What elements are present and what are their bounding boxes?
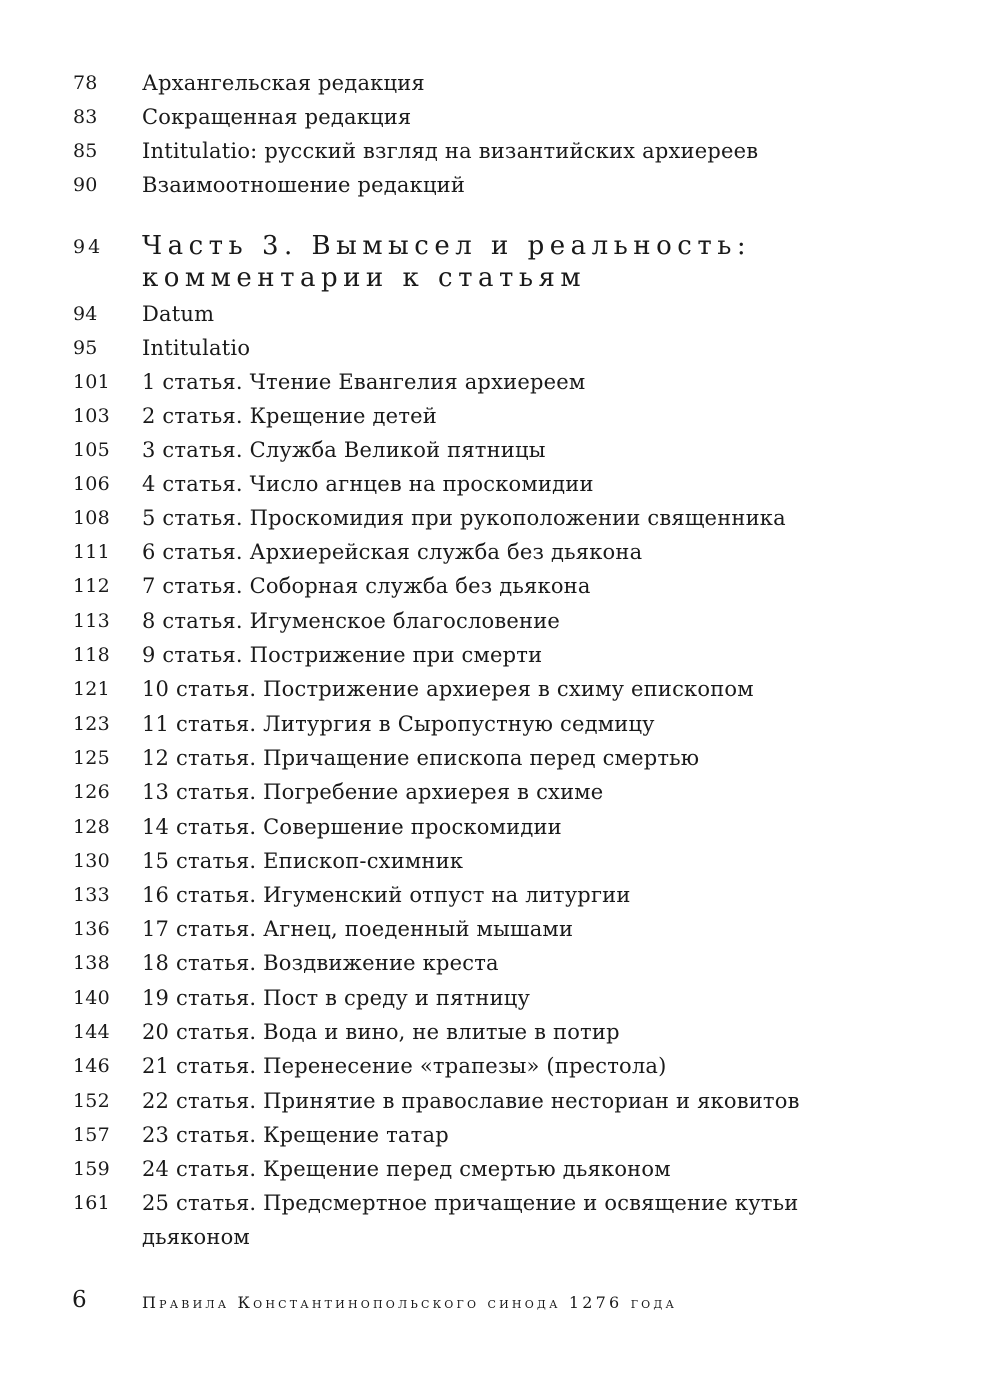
toc-page-number: 128 <box>73 816 110 838</box>
toc-page-number: 108 <box>73 507 110 529</box>
toc-page-number: 123 <box>73 713 110 735</box>
toc-entry-title: 11 статья. Литургия в Сыропустную седмицу <box>142 712 655 736</box>
toc-page-number: 106 <box>73 473 110 495</box>
toc-page-number: 118 <box>73 644 110 666</box>
toc-part-page-number: 94 <box>73 236 104 258</box>
toc-page-number: 121 <box>73 678 110 700</box>
toc-entry-title: 17 статья. Агнец, поеденный мышами <box>142 917 574 941</box>
toc-page-number: 112 <box>73 575 110 597</box>
toc-page-number: 111 <box>73 541 110 563</box>
toc-entry-title: 3 статья. Служба Великой пятницы <box>142 438 546 462</box>
page-footer <box>0 1287 1000 1327</box>
toc-entry-title: 22 статья. Принятие в православие несториан и яковитов <box>142 1089 800 1113</box>
toc-entry-title: Архангельская редакция <box>142 71 425 95</box>
toc-page-number: 101 <box>73 371 110 393</box>
toc-page-number: 140 <box>73 987 110 1009</box>
page-number: 6 <box>72 1287 87 1313</box>
toc-page-number: 105 <box>73 439 110 461</box>
toc-part-title-line: Часть 3. Вымысел и реальность: <box>142 231 752 261</box>
toc-entry-title: Взаимоотношение редакций <box>142 173 466 197</box>
toc-entry-title-continuation: дьяконом <box>142 1225 250 1249</box>
toc-page-number: 146 <box>73 1055 110 1077</box>
toc-entry-title: Datum <box>142 302 215 326</box>
toc-entry-title: Сокращенная редакция <box>142 105 412 129</box>
toc-entry-title: 8 статья. Игуменское благословение <box>142 609 561 633</box>
toc-page-number: 130 <box>73 850 110 872</box>
toc-page-number: 85 <box>73 140 98 162</box>
toc-page-number: 157 <box>73 1124 110 1146</box>
toc-entry-title: Intitulatio: русский взгляд на византийских архиереев <box>142 139 759 163</box>
toc-entry-title: 13 статья. Погребение архиерея в схиме <box>142 780 604 804</box>
toc-entry-title: 16 статья. Игуменский отпуст на литургии <box>142 883 631 907</box>
toc-page-number: 95 <box>73 337 98 359</box>
toc-entry-title: 12 статья. Причащение епископа перед смертью <box>142 746 700 770</box>
toc-page-number: 90 <box>73 174 98 196</box>
toc-entry-title: 6 статья. Архиерейская служба без дьякона <box>142 540 643 564</box>
toc-entry-title: 25 статья. Предсмертное причащение и освящение кутьи <box>142 1191 799 1215</box>
toc-entry-title: 14 статья. Совершение проскомидии <box>142 815 562 839</box>
toc-page-number: 138 <box>73 952 110 974</box>
toc-page-number: 144 <box>73 1021 110 1043</box>
toc-part-title <box>142 230 842 294</box>
toc-entry-title: 21 статья. Перенесение «трапезы» (престола) <box>142 1054 667 1078</box>
toc-page-number: 136 <box>73 918 110 940</box>
toc-page-number: 126 <box>73 781 110 803</box>
toc-page-number: 152 <box>73 1090 110 1112</box>
toc-entry-title: 18 статья. Воздвижение креста <box>142 951 499 975</box>
toc-entry-title: 15 статья. Епископ-схимник <box>142 849 464 873</box>
toc-entry-title: 24 статья. Крещение перед смертью дьяконом <box>142 1157 671 1181</box>
toc-entry-title: 5 статья. Проскомидия при рукоположении священника <box>142 506 786 530</box>
toc-entry-title: 9 статья. Пострижение при смерти <box>142 643 543 667</box>
toc-entry-title: 23 статья. Крещение татар <box>142 1123 449 1147</box>
toc-entry-title: 20 статья. Вода и вино, не влитые в потир <box>142 1020 620 1044</box>
toc-entry-title: 19 статья. Пост в среду и пятницу <box>142 986 531 1010</box>
toc-entry-title: 1 статья. Чтение Евангелия архиереем <box>142 370 586 394</box>
toc-page-number: 83 <box>73 106 98 128</box>
toc-page-number: 113 <box>73 610 110 632</box>
toc-entry-title: Intitulatio <box>142 336 251 360</box>
toc-entry-title: 2 статья. Крещение детей <box>142 404 437 428</box>
toc-entry-title: 7 статья. Соборная служба без дьякона <box>142 574 591 598</box>
toc-entry-title: 10 статья. Пострижение архиерея в схиму епископом <box>142 677 754 701</box>
toc-page-number: 78 <box>73 72 98 94</box>
running-title: Правила Константинопольского синода 1276 года <box>142 1293 678 1312</box>
toc-page-number: 125 <box>73 747 110 769</box>
toc-page-number: 103 <box>73 405 110 427</box>
toc-page-number: 161 <box>73 1192 110 1214</box>
toc-part-title-line: комментарии к статьям <box>142 263 587 293</box>
toc-page-number: 133 <box>73 884 110 906</box>
toc-entry-title: 4 статья. Число агнцев на проскомидии <box>142 472 594 496</box>
toc-page-number: 94 <box>73 303 98 325</box>
toc-page-number: 159 <box>73 1158 110 1180</box>
